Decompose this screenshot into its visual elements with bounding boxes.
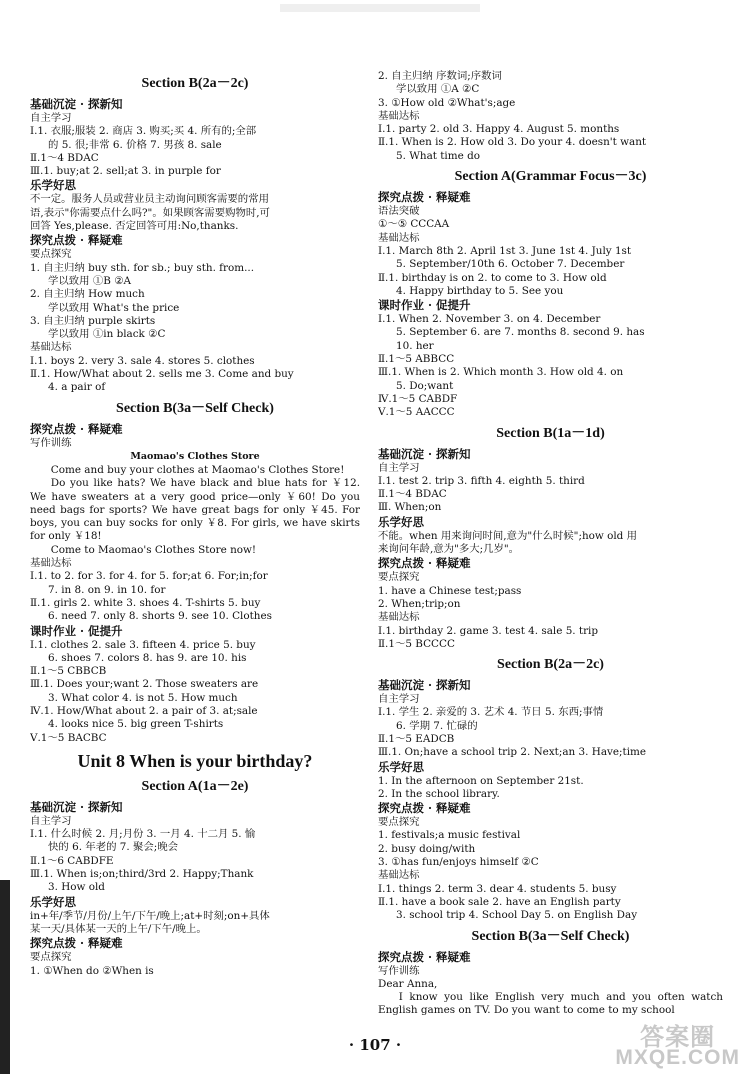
answer-line: 某一天/具体某一天的上午/下午/晚上。 (30, 922, 207, 935)
exercise-label: 要点探究 (30, 951, 72, 964)
answer-line-continued: 学以致用 ①B ②A (48, 274, 132, 287)
section-heading: Section A(1a－2e) (141, 778, 249, 794)
answer-line: 1. ①When do ②When is (30, 964, 154, 977)
section-heading: Section A(Grammar Focus－3c) (454, 169, 647, 185)
answer-line-continued: 6. need 7. only 8. shorts 9. see 10. Clothes (48, 610, 272, 623)
exercise-label: 基础达标 (378, 109, 420, 122)
answer-line: Ⅰ.1. test 2. trip 3. fifth 4. eighth 5. third (378, 474, 585, 487)
answer-line: Ⅲ. When;on (378, 501, 442, 514)
answer-line: 2. When;trip;on (378, 597, 461, 610)
answer-line: Ⅱ.1～4 BDAC (30, 151, 99, 164)
answer-line: 来询问年龄,意为"多大;几岁"。 (378, 543, 520, 556)
answer-line: 3. 自主归纳 purple skirts (30, 314, 156, 327)
answer-line: Ⅱ.1～4 BDAC (378, 488, 447, 501)
subsection-heading: 探究点拨 · 释疑难 (378, 556, 471, 571)
page-number: · 107 · (348, 1036, 402, 1054)
section-heading: Section B(3a－Self Check) (116, 400, 274, 416)
answer-line-continued: 6. 学期 7. 忙碌的 (396, 719, 478, 732)
answer-line-continued: 4. a pair of (48, 381, 106, 394)
subsection-heading: 探究点拨 · 释疑难 (378, 801, 471, 816)
exercise-label: 写作训练 (30, 436, 72, 449)
answer-line: Ⅰ.1. 什么时候 2. 月;月份 3. 一月 4. 十二月 5. 愉 (30, 828, 256, 841)
answer-line-continued: 10. her (396, 339, 434, 352)
answer-line: 不能。when 用来询问时间,意为"什么时候";how old 用 (378, 529, 638, 542)
subsection-heading: 课时作业 · 促提升 (30, 623, 123, 638)
answer-line: Ⅱ.1. girls 2. white 3. shoes 4. T-shirts 5. buy (30, 596, 261, 609)
answer-line: Ⅲ.1. Does your;want 2. Those sweaters are (30, 678, 259, 691)
answer-line-continued: 5. What time do (396, 149, 480, 162)
exercise-label: 基础达标 (30, 557, 72, 570)
subsection-heading: 探究点拨 · 释疑难 (30, 936, 123, 951)
answer-line: Ⅰ.1. birthday 2. game 3. test 4. sale 5. trip (378, 624, 599, 637)
answer-line: in+年/季节/月份/上午/下午/晚上;at+时刻;on+具体 (30, 909, 270, 922)
exercise-label: 自主学习 (378, 693, 420, 706)
answer-line: 1. 自主归纳 buy sth. for sb.; buy sth. from... (30, 261, 255, 274)
answer-line: 回答 Yes,please. 否定回答可用:No,thanks. (30, 220, 239, 233)
answer-line: Ⅰ.1. clothes 2. sale 3. fifteen 4. price 5. buy (30, 638, 256, 651)
exercise-label: 要点探究 (378, 816, 420, 829)
answer-line: Ⅴ.1～5 BACBC (30, 731, 107, 744)
subsection-heading: 探究点拨 · 释疑难 (30, 233, 123, 248)
answer-line: Ⅴ.1～5 AACCC (378, 406, 455, 419)
exercise-label: 基础达标 (378, 869, 420, 882)
exercise-label: 要点探究 (30, 248, 72, 261)
exercise-label: 基础达标 (378, 231, 420, 244)
answer-line-continued: 3. How old (48, 881, 105, 894)
answer-line: 1. In the afternoon on September 21st. (378, 774, 584, 787)
answer-line: Ⅲ.1. When is 2. Which month 3. How old 4. on (378, 366, 624, 379)
subsection-heading: 课时作业 · 促提升 (378, 298, 471, 313)
answer-line: 1. festivals;a music festival (378, 829, 521, 842)
answer-line: Ⅲ.1. buy;at 2. sell;at 3. in purple for (30, 165, 221, 178)
answer-line: Ⅱ.1. birthday is on 2. to come to 3. How old (378, 271, 607, 284)
answer-line: 2. 自主归纳 序数词;序数词 (378, 70, 502, 82)
answer-line-continued: 学以致用 What's the price (48, 301, 180, 314)
unit-title: Unit 8 When is your birthday? (77, 750, 313, 771)
answer-line-continued: 5. Do;want (396, 379, 454, 392)
answer-line: Ⅱ.1～5 BCCCC (378, 637, 455, 650)
exercise-label: 自主学习 (30, 112, 72, 124)
answer-line: 不一定。服务人员或营业员主动询问顾客需要的常用 (30, 193, 269, 206)
answer-line: 3. ①has fun/enjoys himself ②C (378, 856, 539, 869)
answer-line: Ⅱ.1. When is 2. How old 3. Do your 4. doesn't want (378, 136, 647, 149)
answer-line-continued: 6. shoes 7. colors 8. has 9. are 10. his (48, 651, 247, 664)
answer-line: Dear Anna, (378, 977, 438, 990)
section-heading: Section B(2a－2c) (497, 657, 604, 673)
answer-line: Ⅰ.1. things 2. term 3. dear 4. students 5. busy (378, 882, 617, 895)
exercise-label: 写作训练 (378, 964, 420, 977)
subsection-heading: 探究点拨 · 释疑难 (378, 949, 471, 964)
answer-line-continued: 3. What color 4. is not 5. How much (48, 691, 238, 704)
answer-line: Ⅰ.1. 衣服;服装 2. 商店 3. 购买;买 4. 所有的;全部 (30, 125, 257, 138)
answer-line: ①～⑤ CCCAA (378, 218, 450, 231)
subsection-heading: 探究点拨 · 释疑难 (378, 190, 471, 205)
answer-line-continued: 学以致用 ①A ②C (396, 83, 480, 96)
subsection-heading: 乐学好思 (378, 759, 424, 774)
answer-line: 2. 自主归纳 How much (30, 288, 145, 301)
scan-edge-shadow (0, 880, 10, 1074)
answer-line: 3. ①How old ②What's;age (378, 96, 516, 109)
subsection-heading: 基础沉淀 · 探新知 (30, 799, 123, 814)
answer-line-continued: 4. Happy birthday to 5. See you (396, 284, 564, 297)
section-heading: Section B(2a－2c) (141, 76, 249, 91)
exercise-label: 自主学习 (30, 814, 72, 827)
answer-line: Ⅱ.1～5 CBBCB (30, 665, 107, 678)
subsection-heading: 基础沉淀 · 探新知 (378, 678, 471, 693)
essay-paragraph: Come and buy your clothes at Maomao's Clothes Store! (50, 463, 345, 476)
essay-paragraph: I know you like English very much and you often watch English games on TV. Do you want to come to my school (378, 991, 723, 1017)
subsection-heading: 探究点拨 · 释疑难 (30, 421, 123, 436)
answer-line: Ⅱ.1～6 CABDFE (30, 854, 114, 867)
answer-line: 语,表示"你需要点什么吗?"。如果顾客需要购物时,可 (30, 206, 270, 219)
answer-line: Ⅰ.1. party 2. old 3. Happy 4. August 5. months (378, 123, 620, 136)
answer-line-continued: 学以致用 ①in black ②C (48, 328, 166, 341)
watermark-logo: 答案圈 MXQE.COM (615, 1024, 740, 1069)
answer-line-continued: 快的 6. 年老的 7. 聚会;晚会 (48, 841, 179, 854)
subsection-heading: 基础沉淀 · 探新知 (30, 97, 123, 111)
essay-paragraph: Come to Maomao's Clothes Store now! (50, 543, 257, 556)
answer-line: 1. have a Chinese test;pass (378, 584, 522, 597)
answer-line-continued: 4. looks nice 5. big green T-shirts (48, 718, 224, 731)
answer-line-continued: 3. school trip 4. School Day 5. on English Day (396, 909, 638, 922)
answer-line: 2. busy doing/with (378, 842, 476, 855)
subsection-heading: 乐学好思 (378, 514, 424, 529)
section-heading: Section B(3a－Self Check) (471, 928, 630, 944)
answer-line-continued: 的 5. 很;非常 6. 价格 7. 男孩 8. sale (48, 138, 222, 151)
subsection-heading: 基础沉淀 · 探新知 (378, 446, 471, 461)
answer-line: Ⅰ.1. When 2. November 3. on 4. December (378, 313, 601, 326)
exercise-label: 基础达标 (30, 341, 72, 354)
scan-noise (280, 4, 480, 12)
answer-line: 2. In the school library. (378, 787, 500, 800)
answer-line: Ⅰ.1. to 2. for 3. for 4. for 5. for;at 6. For;in;for (30, 570, 268, 583)
exercise-label: 语法突破 (378, 205, 420, 218)
right-column (378, 70, 723, 1018)
answer-line: Ⅰ.1. March 8th 2. April 1st 3. June 1st 4. July 1st (378, 244, 632, 257)
answer-line-continued: 5. September 6. are 7. months 8. second 9. has (396, 326, 645, 339)
answer-line: Ⅲ.1. When is;on;third/3rd 2. Happy;Thank (30, 868, 254, 881)
essay-title: Maomao's Clothes Store (130, 450, 260, 462)
answer-line: Ⅱ.1～5 EADCB (378, 732, 455, 745)
exercise-label: 要点探究 (378, 571, 420, 584)
answer-line: Ⅳ.1～5 CABDF (378, 392, 458, 405)
subsection-heading: 乐学好思 (30, 894, 76, 909)
subsection-heading: 乐学好思 (30, 178, 76, 193)
section-heading: Section B(1a－1d) (496, 425, 605, 441)
answer-line-continued: 5. September/10th 6. October 7. December (396, 258, 625, 271)
answer-line-continued: 7. in 8. on 9. in 10. for (48, 583, 166, 596)
answer-line: Ⅱ.1～5 ABBCC (378, 353, 455, 366)
left-column (30, 70, 360, 978)
answer-line: Ⅰ.1. boys 2. very 3. sale 4. stores 5. clothes (30, 354, 255, 367)
exercise-label: 自主学习 (378, 461, 420, 474)
answer-line: Ⅱ.1. How/What about 2. sells me 3. Come and buy (30, 368, 294, 381)
answer-line: Ⅰ.1. 学生 2. 亲爱的 3. 艺术 4. 节日 5. 东西;事情 (378, 706, 604, 719)
answer-line: Ⅳ.1. How/What about 2. a pair of 3. at;sale (30, 704, 258, 717)
answer-line: Ⅱ.1. have a book sale 2. have an English party (378, 895, 621, 908)
answer-line: Ⅲ.1. On;have a school trip 2. Next;an 3. Have;time (378, 746, 647, 759)
essay-paragraph: Do you like hats? We have black and blue hats for ￥12. We have sweaters at a very good price—only ￥60! Do you need bags for sports? We have great bags for only ￥45. For boys, you can buy socks for only ￥8. For girls, we have skirts for only ￥18! (30, 477, 360, 543)
exercise-label: 基础达标 (378, 611, 420, 624)
